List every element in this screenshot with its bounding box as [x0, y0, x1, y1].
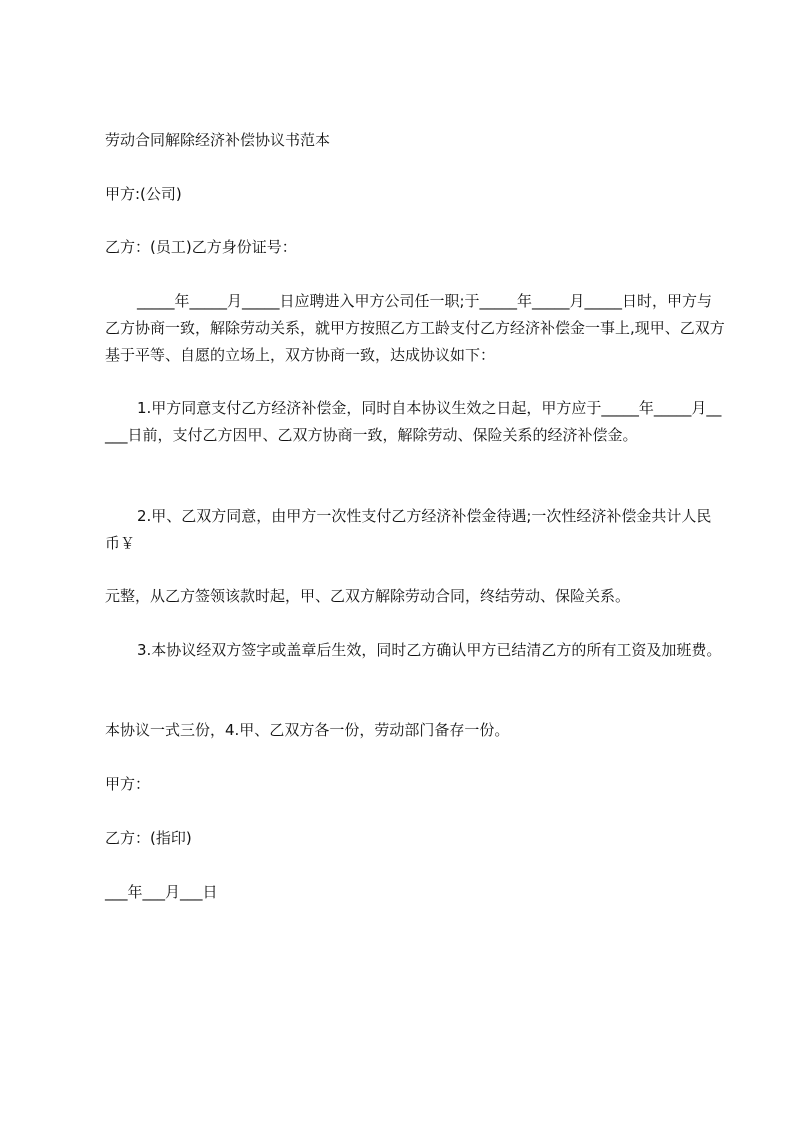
signature-date-line: ___年___月___日 — [105, 883, 218, 901]
preamble-paragraph: _____年_____月_____日应聘进入甲方公司任一职;于_____年_____月_____日时，甲方与乙方协商一致，解除劳动关系，就甲方按照乙方工龄支付乙方经济补偿金一事上,现甲、乙双方基于平等、自愿的立场上，双方协商一致，达成协议如下： — [105, 292, 725, 364]
party-a-line: 甲方:(公司) — [105, 185, 182, 203]
signature-party-a: 甲方： — [105, 775, 151, 793]
signature-party-b: 乙方：(指印) — [105, 829, 192, 847]
party-b-line: 乙方：(员工)乙方身份证号： — [105, 238, 297, 256]
clause-2-paragraph: 2.甲、乙双方同意，由甲方一次性支付乙方经济补偿金待遇;一次性经济补偿金共计人民币￥ — [105, 507, 712, 552]
copies-paragraph: 本协议一式三份，4.甲、乙双方各一份，劳动部门备存一份。 — [105, 721, 510, 739]
document-title: 劳动合同解除经济补偿协议书范本 — [105, 131, 331, 149]
clause-1-paragraph: 1.甲方同意支付乙方经济补偿金，同时自本协议生效之日起，甲方应于_____年_____月_____日前，支付乙方因甲、乙双方协商一致，解除劳动、保险关系的经济补偿金。 — [105, 399, 722, 444]
clause-2-continuation: 元整，从乙方签领该款时起，甲、乙双方解除劳动合同，终结劳动、保险关系。 — [105, 587, 631, 605]
clause-3-paragraph: 3.本协议经双方签字或盖章后生效，同时乙方确认甲方已结清乙方的所有工资及加班费。 — [137, 641, 722, 659]
